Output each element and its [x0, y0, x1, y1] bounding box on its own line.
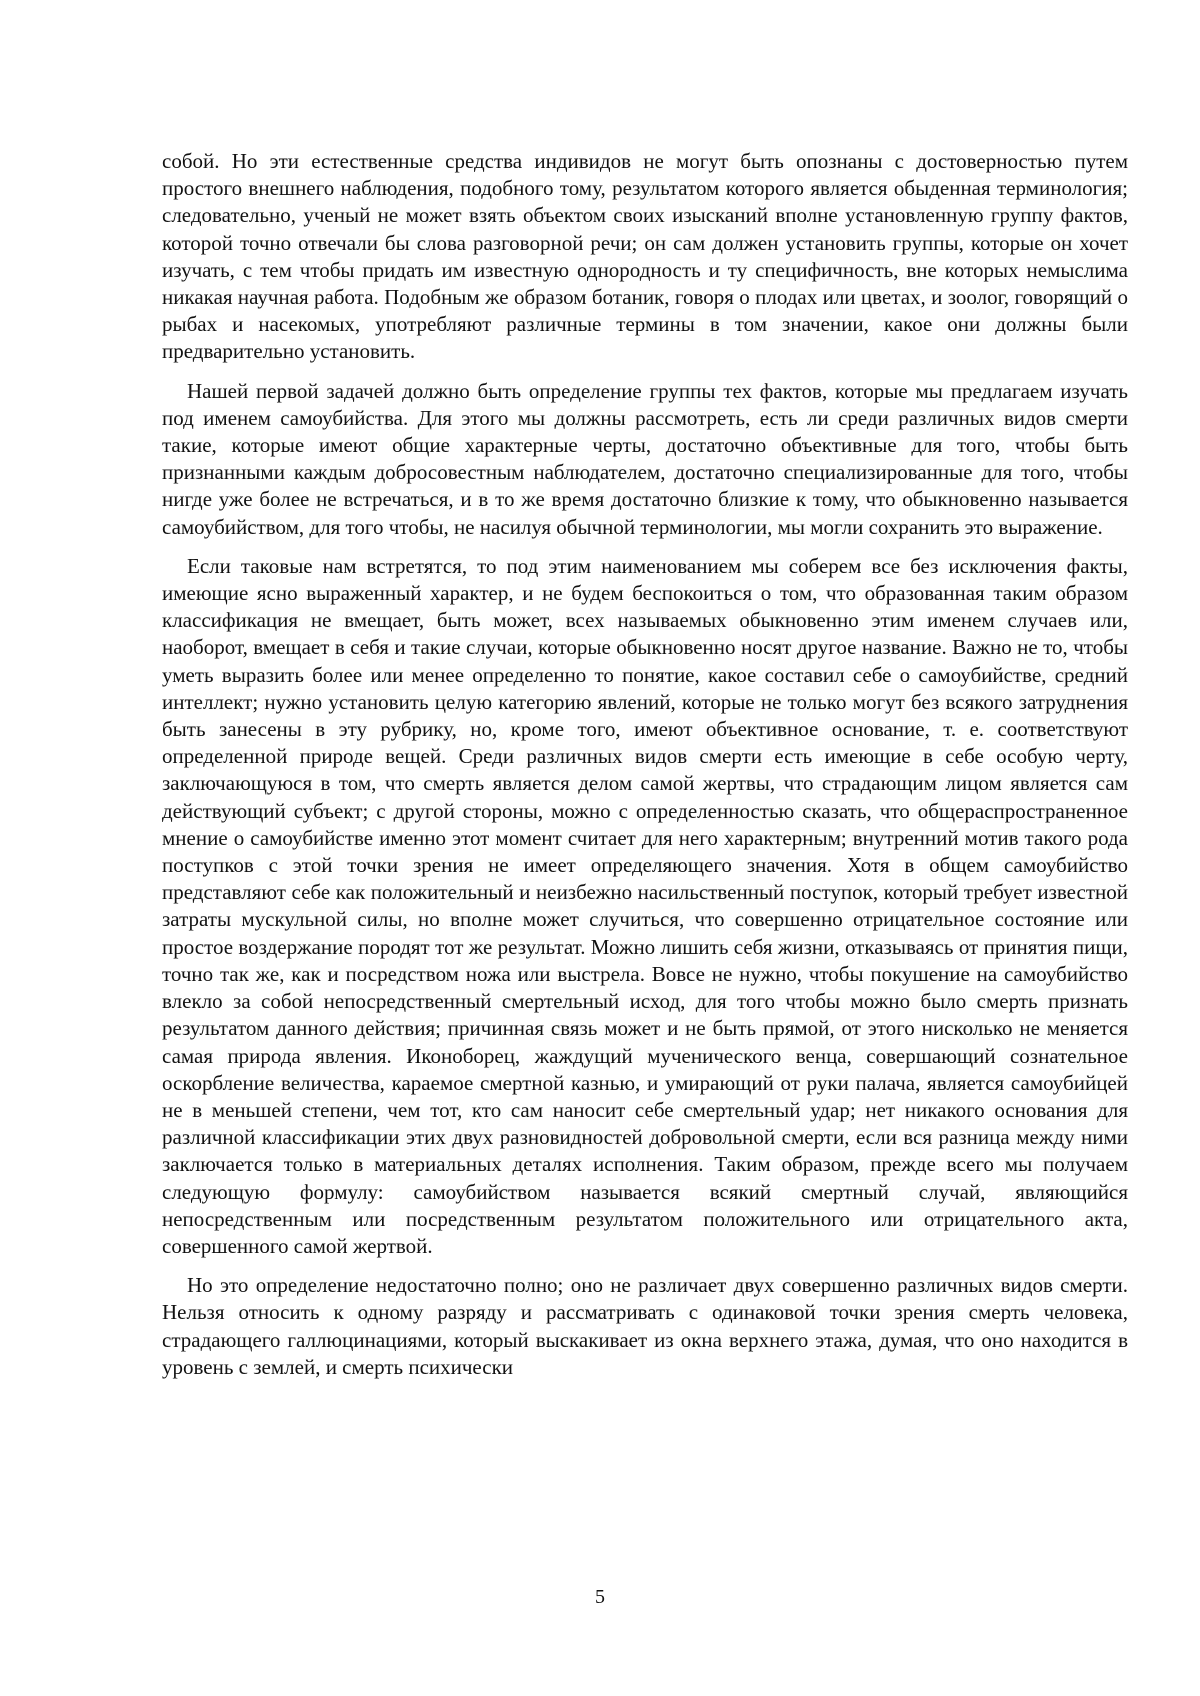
- document-body: [162, 148, 1128, 1393]
- paragraph-continuation: собой. Но эти естественные средства индивидов не могут быть опознаны с достоверностью путем простого внешнего наблюдения, подобного тому, результатом которого является обыденная терминология; следовательно, ученый не может взять объектом своих изысканий вполне установленную группу фактов, которой точно отвечали бы слова разговорной речи; он сам должен установить группы, которые он хочет изучать, с тем чтобы придать им известную однородность и ту специфичность, вне которых немыслима никакая научная работа. Подобным же образом ботаник, говоря о плодах или цветах, и зоолог, говорящий о рыбах и насекомых, употребляют различные термины в том значении, какое они должны были предварительно установить.: [162, 148, 1128, 366]
- page-number: 5: [0, 1586, 1200, 1609]
- paragraph: Если таковые нам встретятся, то под этим наименованием мы соберем все без исключения факты, имеющие ясно выраженный характер, и не будем беспокоиться о том, что образованная таким образом классификация не вмещает, быть может, всех называемых обыкновенно этим именем случаев или, наоборот, вмещает в себя и такие случаи, которые обыкновенно носят другое название. Важно не то, чтобы уметь выразить более или менее определенно то понятие, какое составил себе о самоубийстве, средний интеллект; нужно установить целую категорию явлений, которые не только могут без всякого затруднения быть занесены в эту рубрику, но, кроме того, имеют объективное основание, т. е. соответствуют определенной природе вещей. Среди различных видов смерти есть имеющие в себе особую черту, заключающуюся в том, что смерть является делом самой жертвы, что страдающим лицом является сам действующий субъект; с другой стороны, можно с определенностью сказать, что общераспространенное мнение о самоубийстве именно этот момент считает для него характерным; внутренний мотив такого рода поступков с этой точки зрения не имеет определяющего значения. Хотя в общем самоубийство представляют себе как положительный и неизбежно насильственный поступок, который требует известной затраты мускульной силы, но вполне может случиться, что совершенно отрицательное состояние или простое воздержание породят тот же результат. Можно лишить себя жизни, отказываясь от принятия пищи, точно так же, как и посредством ножа или выстрела. Вовсе не нужно, чтобы покушение на самоубийство влекло за собой непосредственный смертельный исход, для того чтобы можно было смерть признать результатом данного действия; причинная связь может и не быть прямой, от этого нисколько не меняется самая природа явления. Иконоборец, жаждущий мученического венца, совершающий сознательное оскорбление величества, караемое смертной казнью, и умирающий от руки палача, является самоубийцей не в меньшей степени, чем тот, кто сам наносит себе смертельный удар; нет никакого основания для различной классификации этих двух разновидностей добровольной смерти, если вся разница между ними заключается только в материальных деталях исполнения. Таким образом, прежде всего мы получаем следующую формулу: самоубийством называется всякий смертный случай, являющийся непосредственным или посредственным результатом положительного или отрицательного акта, совершенного самой жертвой.: [162, 553, 1128, 1260]
- paragraph: Но это определение недостаточно полно; оно не различает двух совершенно различных видов смерти. Нельзя относить к одному разряду и рассматривать с одинаковой точки зрения смерть человека, страдающего галлюцинациями, который выскакивает из окна верхнего этажа, думая, что оно находится в уровень с землей, и смерть психически: [162, 1272, 1128, 1381]
- paragraph: Нашей первой задачей должно быть определение группы тех фактов, которые мы предлагаем изучать под именем самоубийства. Для этого мы должны рассмотреть, есть ли среди различных видов смерти такие, которые имеют общие характерные черты, достаточно объективные для того, чтобы быть признанными каждым добросовестным наблюдателем, достаточно специализированные для того, чтобы нигде уже более не встречаться, и в то же время достаточно близкие к тому, что обыкновенно называется самоубийством, для того чтобы, не насилуя обычной терминологии, мы могли сохранить это выражение.: [162, 378, 1128, 541]
